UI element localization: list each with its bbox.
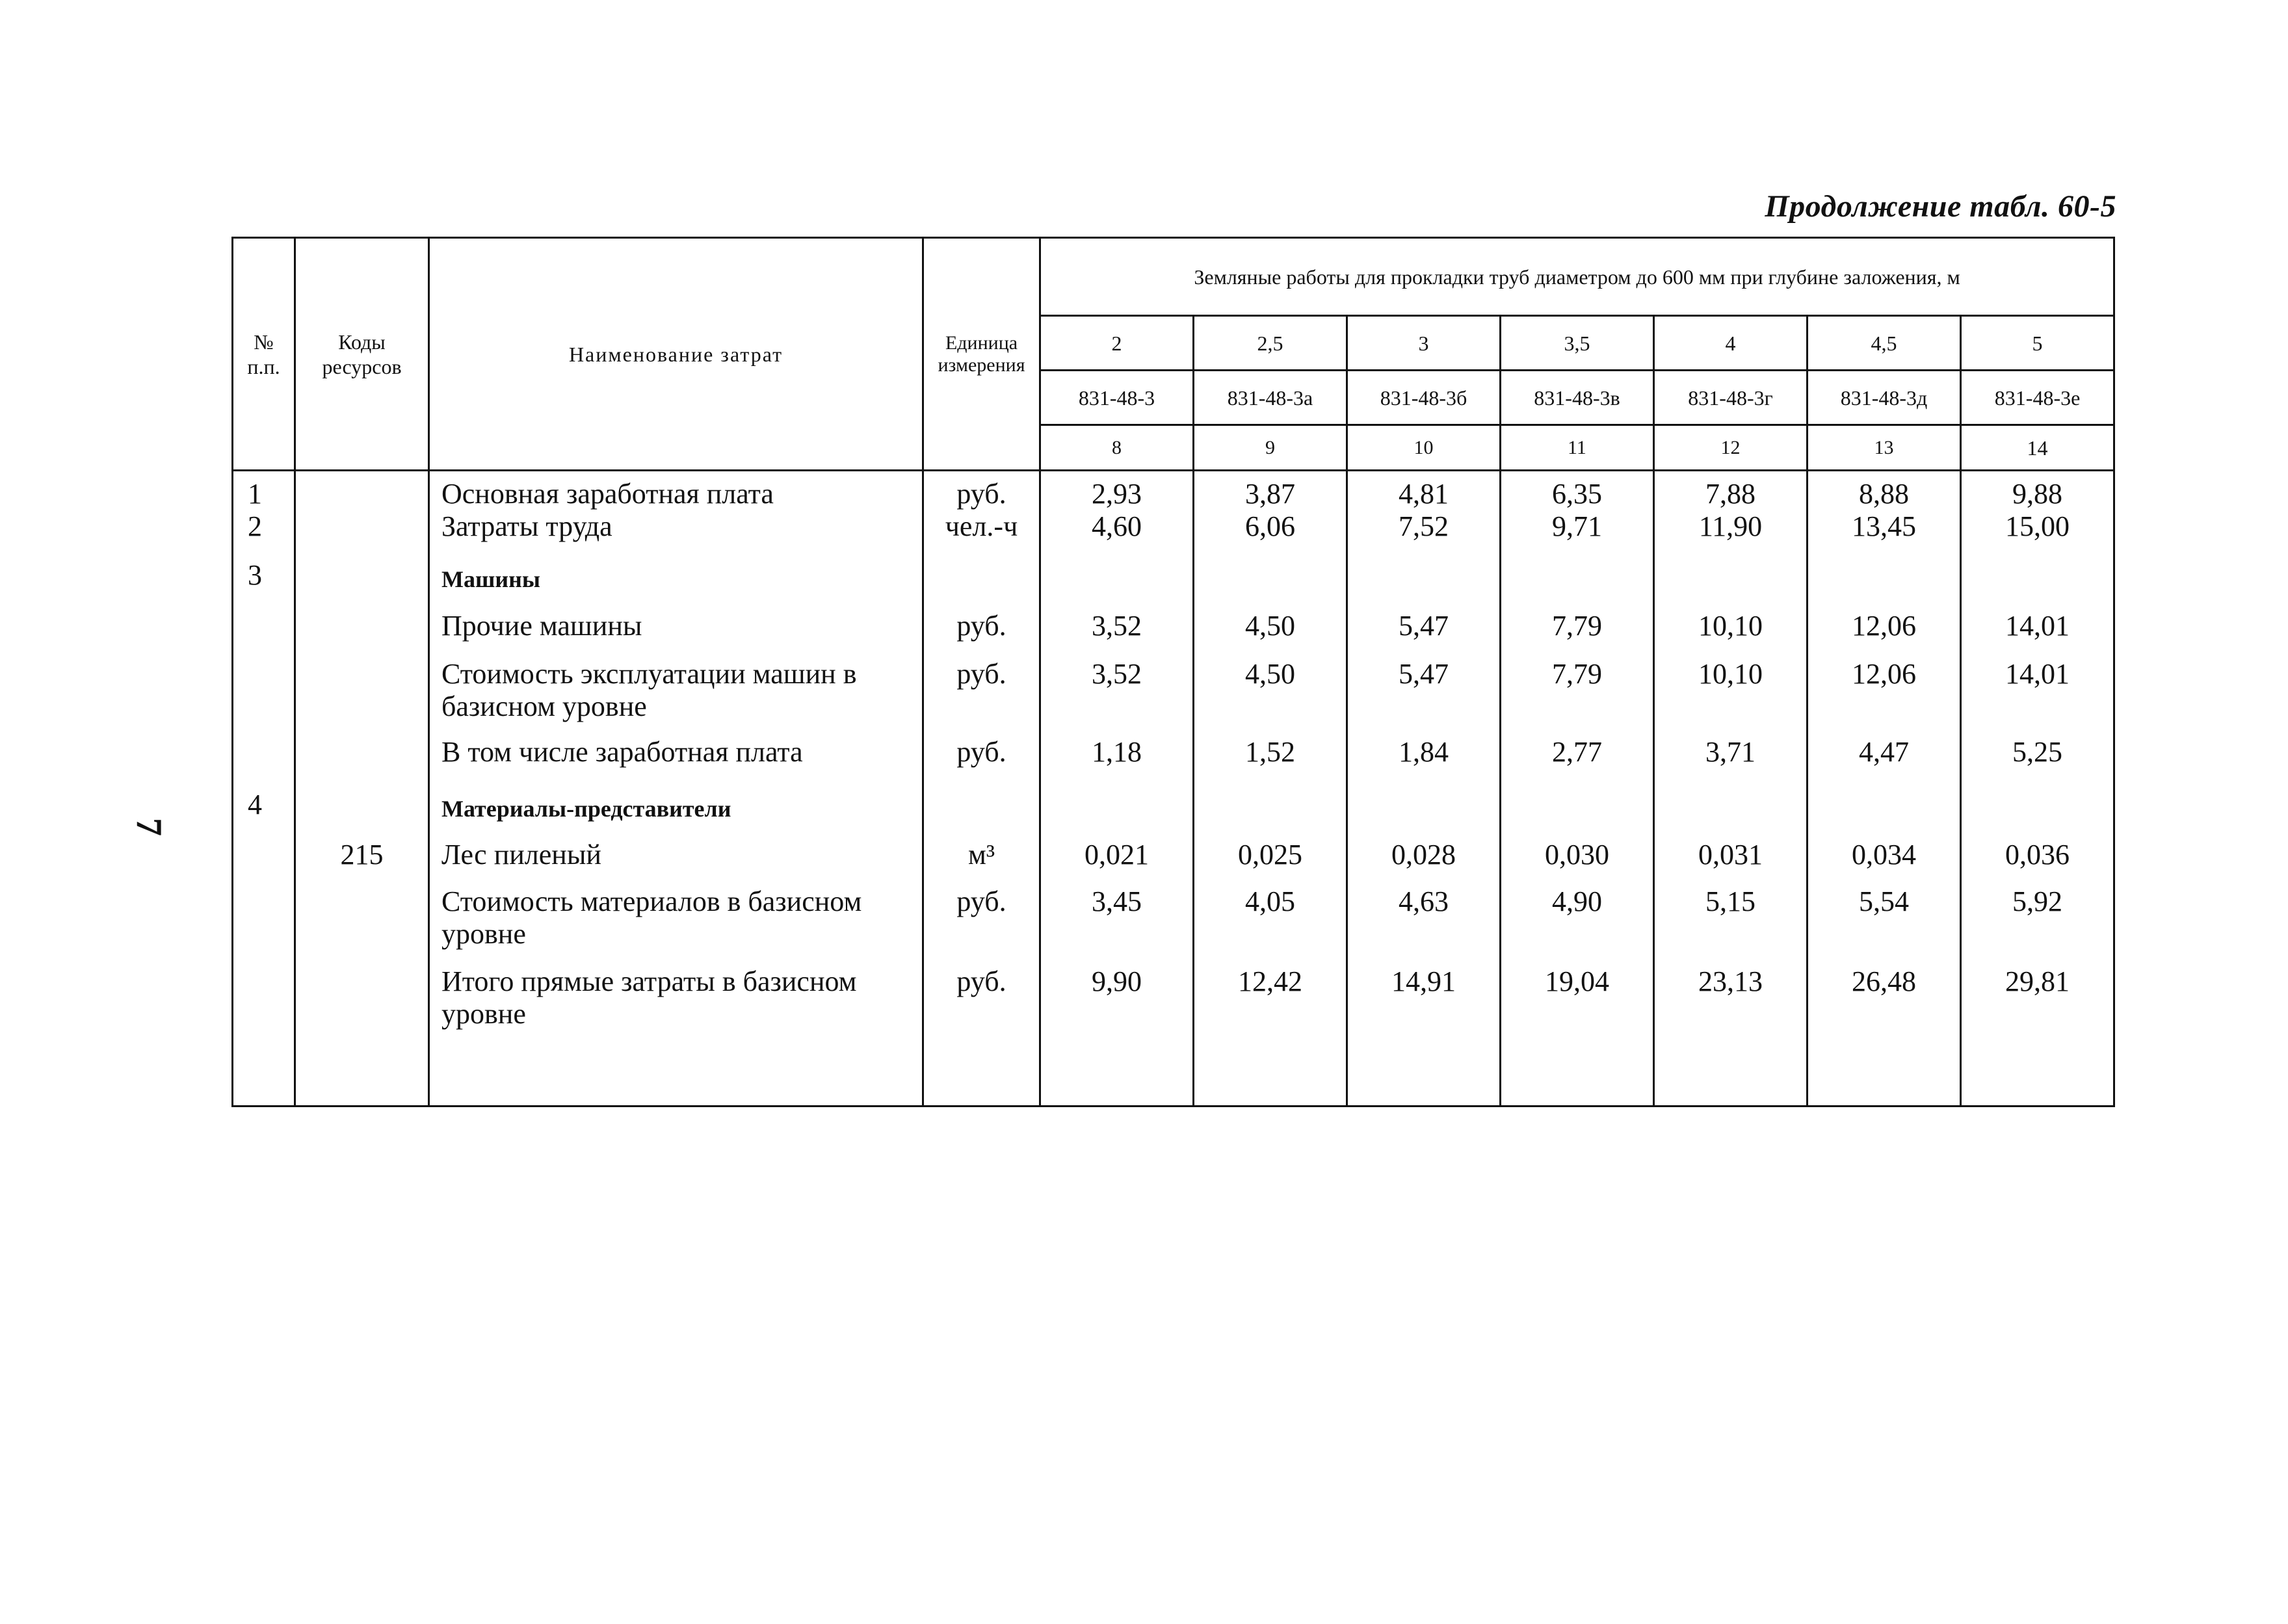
numeric-value: 3,52: [1092, 658, 1142, 690]
value-column: [1501, 471, 1654, 1107]
numeric-value: 7,79: [1552, 610, 1602, 642]
unit-value: руб.: [956, 610, 1006, 642]
numeric-value: 12,06: [1852, 658, 1916, 690]
numeric-value: 5,54: [1859, 885, 1909, 917]
value-column: [1654, 471, 1808, 1107]
header-unit: Единица измерения: [923, 238, 1040, 471]
table-caption: Продолжение табл. 60-5: [1765, 189, 2116, 224]
numeric-value: 5,25: [2012, 736, 2063, 768]
unit-value: руб.: [956, 658, 1006, 690]
value-column: [1961, 471, 2114, 1107]
numeric-value: 5,47: [1399, 610, 1449, 642]
row-number: 2: [248, 510, 262, 542]
numeric-value: 4,63: [1399, 885, 1449, 917]
numeric-value: 3,87: [1245, 478, 1295, 510]
row-number: 3: [248, 559, 262, 591]
norm-code-cell: 831-48-3г: [1654, 371, 1808, 425]
norm-code-cell: 831-48-3в: [1501, 371, 1654, 425]
numeric-value: 9,88: [2012, 478, 2063, 510]
numeric-value: 14,91: [1391, 965, 1456, 997]
depth-cell: 4,5: [1808, 316, 1961, 371]
numeric-value: 3,52: [1092, 610, 1142, 642]
name-column: [429, 471, 923, 1107]
cost-name: В том числе заработная плата: [441, 736, 803, 768]
numeric-value: 0,030: [1545, 839, 1609, 871]
value-column: [1040, 471, 1194, 1107]
norm-code-cell: 831-48-3б: [1347, 371, 1501, 425]
numeric-value: 7,88: [1705, 478, 1755, 510]
resource-code: 215: [340, 839, 384, 871]
row-number: 4: [248, 789, 262, 820]
numeric-value: 14,01: [2005, 658, 2070, 690]
unit-value: руб.: [956, 736, 1006, 768]
column-number-cell: 9: [1194, 425, 1347, 471]
numeric-value: 4,05: [1245, 885, 1295, 917]
section-title: Машины: [441, 566, 540, 592]
norm-code-cell: 831-48-3д: [1808, 371, 1961, 425]
column-number-cell: 12: [1654, 425, 1808, 471]
numeric-value: 0,036: [2005, 839, 2070, 871]
column-number-cell: 14: [1961, 425, 2114, 471]
cost-name: Итого прямые затраты в базисном уровне: [441, 965, 857, 1030]
numeric-value: 23,13: [1698, 965, 1763, 997]
numeric-value: 0,034: [1852, 839, 1916, 871]
value-column: [1194, 471, 1347, 1107]
numeric-value: 8,88: [1859, 478, 1909, 510]
unit-value: м³: [967, 839, 995, 871]
unit-value: руб.: [956, 478, 1006, 510]
no-column: [233, 471, 295, 1107]
numeric-value: 0,025: [1238, 839, 1302, 871]
depth-cell: 4: [1654, 316, 1808, 371]
codes-column: [295, 471, 429, 1107]
unit-column: [923, 471, 1040, 1107]
depth-cell: 2: [1040, 316, 1194, 371]
value-column: [1347, 471, 1501, 1107]
cost-name: Основная заработная плата: [441, 478, 774, 510]
depth-cell: 3: [1347, 316, 1501, 371]
numeric-value: 7,79: [1552, 658, 1602, 690]
page-number: 7: [129, 818, 169, 836]
numeric-value: 19,04: [1545, 965, 1609, 997]
numeric-value: 7,52: [1399, 510, 1449, 542]
header-no: № п.п.: [233, 238, 295, 471]
numeric-value: 10,10: [1698, 658, 1763, 690]
column-number-cell: 8: [1040, 425, 1194, 471]
numeric-value: 1,52: [1245, 736, 1295, 768]
numeric-value: 12,06: [1852, 610, 1916, 642]
depth-cell: 3,5: [1501, 316, 1654, 371]
numeric-value: 4,60: [1092, 510, 1142, 542]
numeric-value: 14,01: [2005, 610, 2070, 642]
row-number: 1: [248, 478, 262, 510]
norm-code-cell: 831-48-3: [1040, 371, 1194, 425]
numeric-value: 4,50: [1245, 658, 1295, 690]
numeric-value: 5,15: [1705, 885, 1755, 917]
numeric-value: 29,81: [2005, 965, 2070, 997]
column-number-cell: 10: [1347, 425, 1501, 471]
numeric-value: 5,47: [1399, 658, 1449, 690]
numeric-value: 2,93: [1092, 478, 1142, 510]
numeric-value: 12,42: [1238, 965, 1302, 997]
numeric-value: 4,81: [1399, 478, 1449, 510]
section-title: Материалы-представители: [441, 796, 731, 822]
numeric-value: 6,35: [1552, 478, 1602, 510]
cost-table: [231, 237, 2115, 1107]
numeric-value: 4,90: [1552, 885, 1602, 917]
cost-name: Стоимость материалов в базисном уровне: [441, 885, 862, 950]
numeric-value: 26,48: [1852, 965, 1916, 997]
numeric-value: 1,84: [1399, 736, 1449, 768]
numeric-value: 9,71: [1552, 510, 1602, 542]
numeric-value: 13,45: [1852, 510, 1916, 542]
numeric-value: 15,00: [2005, 510, 2070, 542]
numeric-value: 10,10: [1698, 610, 1763, 642]
numeric-value: 4,50: [1245, 610, 1295, 642]
cost-name: Затраты труда: [441, 510, 612, 542]
numeric-value: 11,90: [1698, 510, 1763, 542]
numeric-value: 1,18: [1092, 736, 1142, 768]
numeric-value: 0,031: [1698, 839, 1763, 871]
table-body-row: [233, 471, 2114, 1107]
numeric-value: 6,06: [1245, 510, 1295, 542]
numeric-value: 2,77: [1552, 736, 1602, 768]
numeric-value: 0,021: [1085, 839, 1149, 871]
unit-value: руб.: [956, 885, 1006, 917]
column-number-cell: 13: [1808, 425, 1961, 471]
numeric-value: 9,90: [1092, 965, 1142, 997]
cost-name: Стоимость эксплуатации машин в базисном уровне: [441, 658, 857, 722]
value-column: [1808, 471, 1961, 1107]
numeric-value: 4,47: [1859, 736, 1909, 768]
unit-value: чел.-ч: [945, 510, 1018, 542]
numeric-value: 3,71: [1705, 736, 1755, 768]
numeric-value: 5,92: [2012, 885, 2063, 917]
depth-cell: 5: [1961, 316, 2114, 371]
norm-code-cell: 831-48-3е: [1961, 371, 2114, 425]
depth-cell: 2,5: [1194, 316, 1347, 371]
header-name: Наименование затрат: [429, 238, 923, 471]
numeric-value: 0,028: [1391, 839, 1456, 871]
cost-name: Лес пиленый: [441, 839, 601, 871]
header-codes: Коды ресурсов: [295, 238, 429, 471]
column-number-cell: 11: [1501, 425, 1654, 471]
numeric-value: 3,45: [1092, 885, 1142, 917]
header-group: Земляные работы для прокладки труб диаметром до 600 мм при глубине заложения, м: [1040, 238, 2114, 316]
cost-name: Прочие машины: [441, 610, 642, 642]
norm-code-cell: 831-48-3а: [1194, 371, 1347, 425]
unit-value: руб.: [956, 965, 1006, 997]
